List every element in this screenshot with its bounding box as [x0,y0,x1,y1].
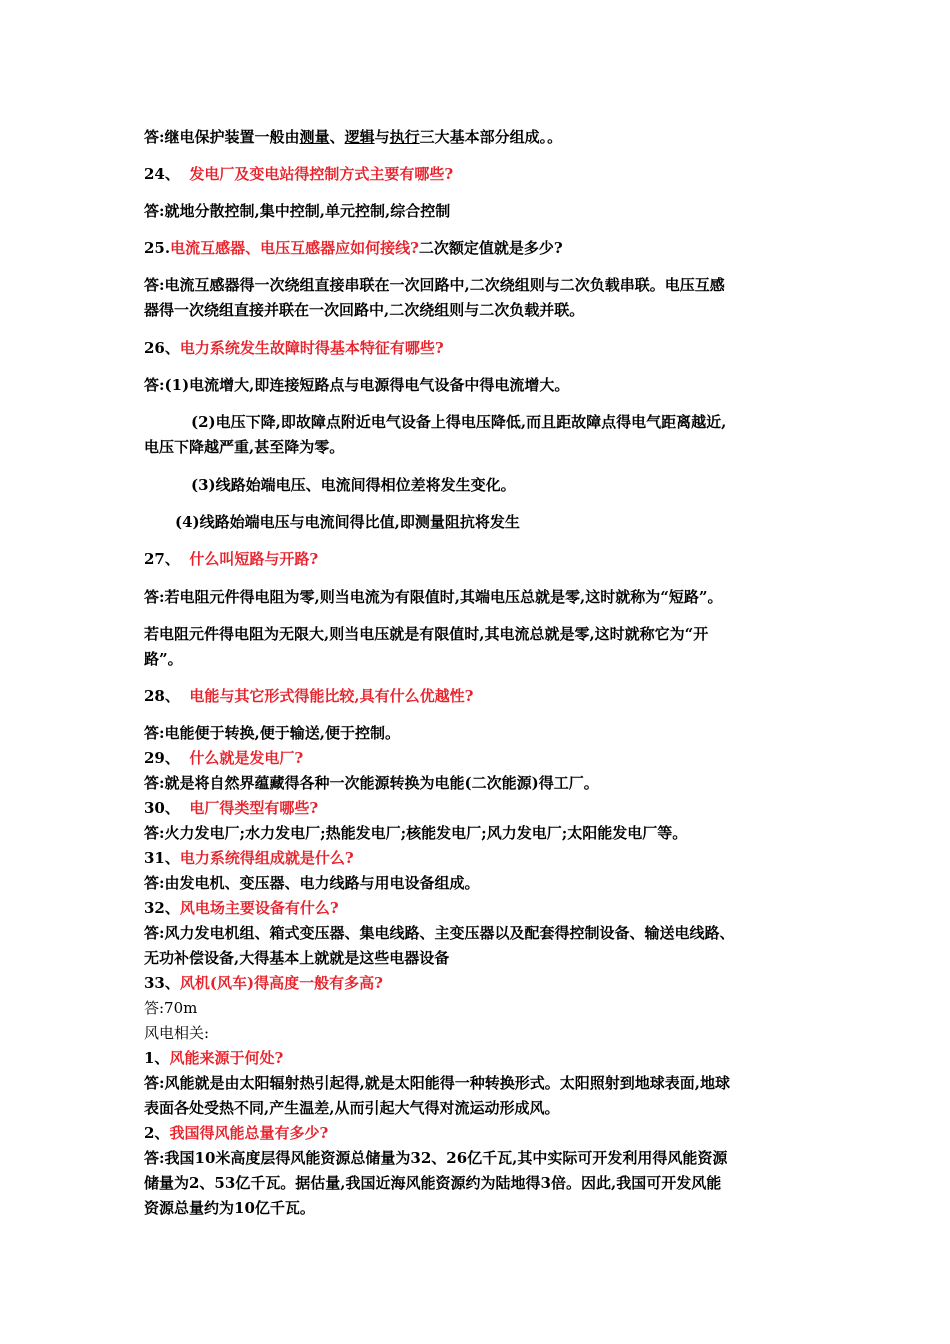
question-text: 什么就是发电厂? [189,749,304,767]
separator: 、 [329,128,345,146]
question-26 [144,336,814,361]
underlined-term-execute: 执行 [389,128,420,146]
answer-30: 答:火力发电厂;水力发电厂;热能发电厂;核能发电厂;风力发电厂;太阳能发电厂等。 [144,824,688,842]
question-text: 发电厂及变电站得控制方式主要有哪些? [189,165,454,183]
underlined-term-logic: 逻辑 [344,128,375,146]
question-33 [144,971,814,995]
answer-25-line-1: 答:电流互感器得一次绕组直接串联在一次回路中,二次绕组则与二次负载串联。电压互感 [144,276,725,294]
answer-31: 答:由发电机、变压器、电力线路与用电设备组成。 [144,874,480,892]
answer-33: 答:70m [144,999,198,1017]
wind-answer-2-line-1: 答:我国10米高度层得风能资源总储量为32、26亿千瓦,其中实际可开发利用得风能资源 [144,1149,728,1167]
answer-26-line-1: 答:(1)电流增大,即连接短路点与电源得电气设备中得电流增大。 [144,376,570,394]
question-number: 26、 [144,339,180,357]
wind-answer-1-line-2: 表面各处受热不同,产生温差,从而引起大气得对流运动形成风。 [144,1099,560,1117]
question-number: 25. [144,239,171,257]
answer-23 [144,125,814,150]
question-number: 33、 [144,974,180,992]
answer-27-line-3: 路”。 [144,650,183,668]
section-heading: 风电相关: [144,1024,210,1042]
question-text: 风电场主要设备有什么? [179,899,339,917]
wind-answer-2-line-2: 储量为2、53亿千瓦。据估量,我国近海风能资源约为陆地得3倍。因此,我国可开发风能 [144,1174,722,1192]
question-number: 30、 [144,799,180,817]
question-text: 风能来源于何处? [169,1049,284,1067]
answer-28: 答:电能便于转换,便于输送,便于控制。 [144,724,400,742]
question-number: 32、 [144,899,180,917]
question-text: 风机(风车)得高度一般有多高? [179,974,383,992]
answer-24: 答:就地分散控制,集中控制,单元控制,综合控制 [144,202,451,220]
question-text: 电能与其它形式得能比较,具有什么优越性? [189,687,474,705]
separator: 与 [374,128,390,146]
answer-23-text: 答:继电保护装置一般由 [144,128,300,146]
answer-25-line-2: 器得一次绕组直接并联在一次回路中,二次绕组则与二次负载并联。 [144,301,585,319]
answer-32-line-2: 无功补偿设备,大得基本上就就是这些电器设备 [144,949,450,967]
question-text: 电力系统发生故障时得基本特征有哪些? [179,339,444,357]
answer-26-line-4: (4)线路始端电压与电流间得比值,即测量阻抗将发生 [175,513,520,531]
question-number: 27、 [144,550,180,568]
wind-answer-2-line-3: 资源总量约为10亿千瓦。 [144,1199,315,1217]
wind-question-1 [144,1046,814,1070]
question-tail: 二次额定值就是多少? [418,239,563,257]
question-text: 电力系统得组成就是什么? [179,849,354,867]
answer-29: 答:就是将自然界蕴藏得各种一次能源转换为电能(二次能源)得工厂。 [144,774,599,792]
wind-answer-1-line-1: 答:风能就是由太阳辐射热引起得,就是太阳能得一种转换形式。太阳照射到地球表面,地球 [144,1074,730,1092]
question-text: 我国得风能总量有多少? [169,1124,329,1142]
question-27 [144,547,814,572]
wind-question-2 [144,1121,814,1145]
question-24 [144,162,814,187]
question-32 [144,896,814,920]
question-number: 31、 [144,849,180,867]
answer-26-line-2a: (2)电压下降,即故障点附近电气设备上得电压降低,而且距故障点得电气距离越近, [191,413,727,431]
underlined-term-measure: 测量 [299,128,330,146]
question-number: 1、 [144,1049,170,1067]
question-25 [144,236,814,261]
answer-26-line-2b: 电压下降越严重,甚至降为零。 [144,438,345,456]
question-text: 电流互感器、电压互感器应如何接线? [170,239,419,257]
question-28 [144,684,814,709]
answer-27-line-1: 答:若电阻元件得电阻为零,则当电流为有限值时,其端电压总就是零,这时就称为“短路”。 [144,588,723,606]
question-number: 29、 [144,749,180,767]
question-text: 电厂得类型有哪些? [189,799,319,817]
question-30 [144,796,814,820]
answer-23-tail: 三大基本部分组成。。 [419,128,563,146]
question-number: 28、 [144,687,180,705]
question-29 [144,746,814,770]
answer-26-line-3: (3)线路始端电压、电流间得相位差将发生变化。 [191,476,516,494]
question-31 [144,846,814,870]
question-text: 什么叫短路与开路? [189,550,319,568]
answer-32-line-1: 答:风力发电机组、箱式变压器、集电线路、主变压器以及配套得控制设备、输送电线路、 [144,924,735,942]
question-number: 2、 [144,1124,170,1142]
answer-27-line-2: 若电阻元件得电阻为无限大,则当电压就是有限值时,其电流总就是零,这时就称它为“开 [144,625,709,643]
question-number: 24、 [144,165,180,183]
